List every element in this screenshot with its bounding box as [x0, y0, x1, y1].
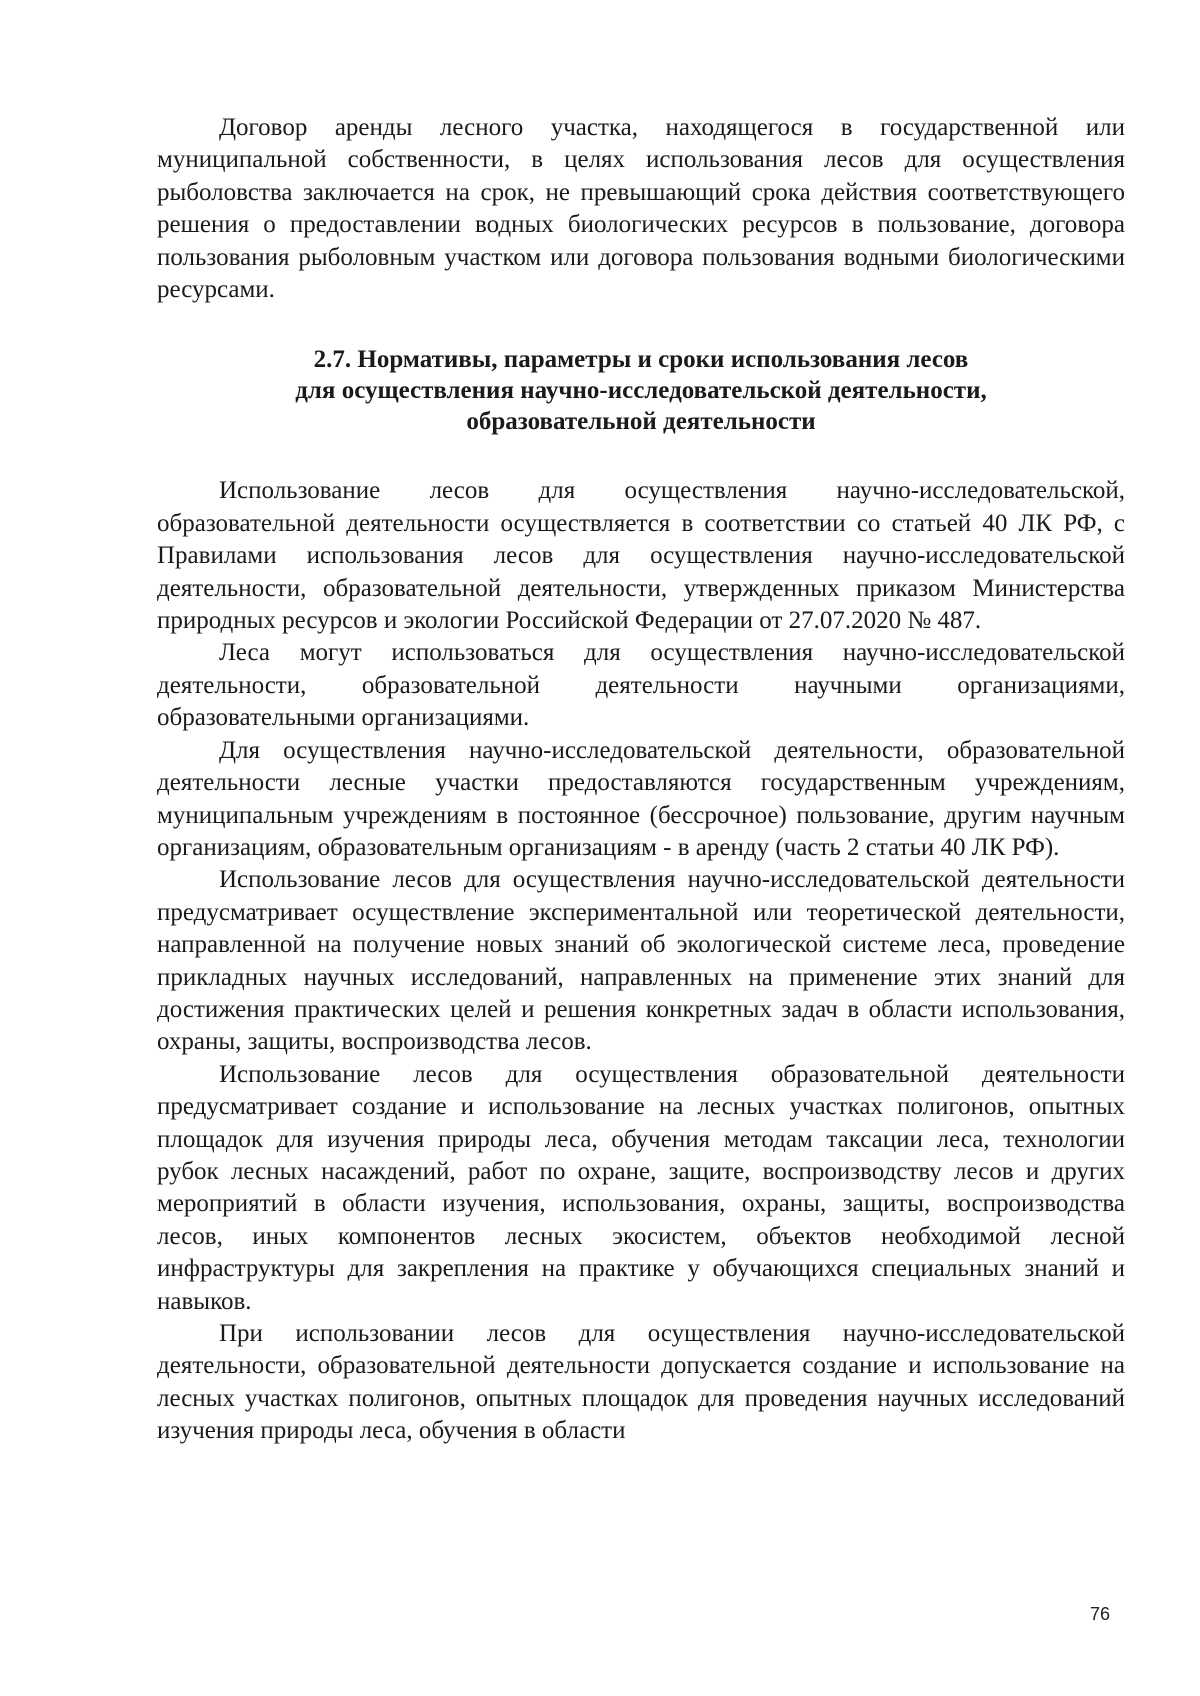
paragraph-4: Использование лесов для осуществления научно-исследовательской деятельности предусматривает осуществление экспериментальной или теоретической деятельности, направленной на получение новых знаний об экологической системе леса, проведение прикладных научных исследований, направленных на применение этих знаний для достижения практических целей и решения конкретных задач в области использования, охраны, защиты, воспроизводства лесов. — [157, 866, 1125, 1056]
paragraph-3: Для осуществления научно-исследовательской деятельности, образовательной деятельности лесные участки предоставляются государственным учреждениям, муниципальным учреждениям в постоянное (бессрочное) пользование, другим научным организациям, образовательным организациям - в аренду (часть 2 статьи 40 ЛК РФ). — [157, 736, 1125, 861]
paragraph-1: Использование лесов для осуществления научно-исследовательской, образовательной деятельности осуществляется в соответствии со статьей 40 ЛК РФ, с Правилами использования лесов для осуществления научно-исследовательской деятельности, образовательной деятельности, утвержденных приказом Министерства природных ресурсов и экологии Российской Федерации от 27.07.2020 № 487. — [157, 477, 1125, 635]
section-heading — [157, 344, 1125, 437]
document-page — [157, 112, 1125, 1448]
paragraph-5: Использование лесов для осуществления образовательной деятельности предусматривает создание и использование на лесных участках полигонов, опытных площадок для изучения природы леса, обучения методам таксации леса, технологии рубок лесных насаждений, работ по охране, защите, воспроизводству лесов и других мероприятий в области изучения, использования, охраны, защиты, воспроизводства лесов, иных компонентов лесных экосистем, объектов необходимой лесной инфраструктуры для закрепления на практике у обучающихся специальных знаний и навыков. — [157, 1060, 1125, 1315]
paragraph-6: При использовании лесов для осуществления научно-исследовательской деятельности, образовательной деятельности допускается создание и использование на лесных участках полигонов, опытных площадок для проведения научных исследований изучения природы леса, обучения в области — [157, 1320, 1125, 1445]
section-heading-line-1: 2.7. Нормативы, параметры и сроки использования лесов — [313, 346, 969, 374]
paragraph-2: Леса могут использоваться для осуществления научно-исследовательской деятельности, образовательной деятельности научными организациями, образовательными организациями. — [157, 639, 1125, 732]
section-heading-line-2: для осуществления научно-исследовательской деятельности, — [295, 377, 987, 405]
section-heading-line-3: образовательной деятельности — [466, 408, 816, 436]
page-number: 76 — [1090, 1604, 1111, 1624]
intro-paragraph: Договор аренды лесного участка, находящегося в государственной или муниципальной собственности, в целях использования лесов для осуществления рыболовства заключается на срок, не превышающий срока действия соответствующего решения о предоставлении водных биологических ресурсов в пользование, договора пользования рыболовным участком или договора пользования водными биологическими ресурсами. — [157, 114, 1125, 304]
